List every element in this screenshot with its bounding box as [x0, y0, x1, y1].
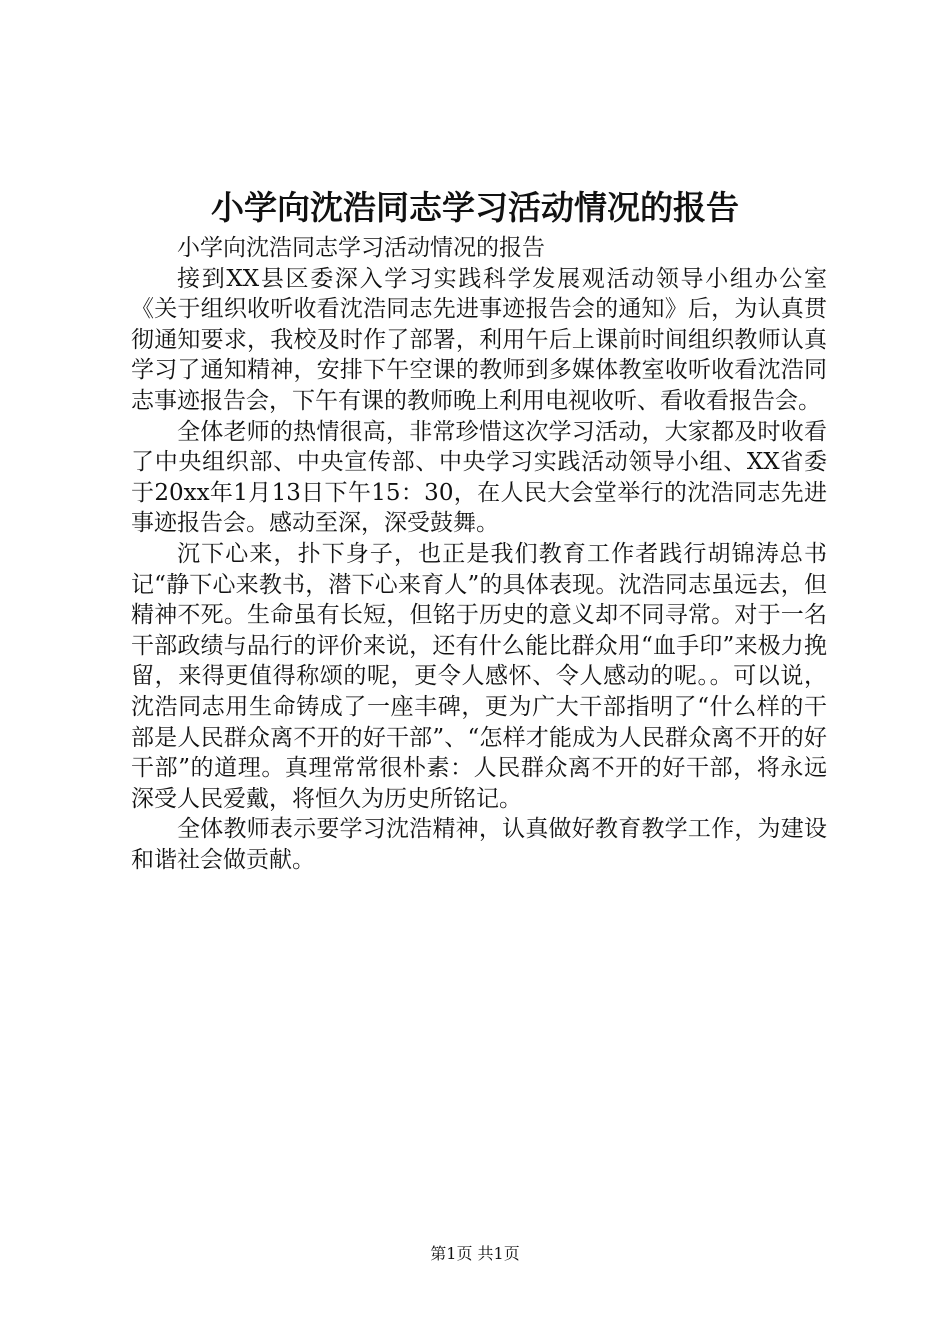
paragraph-subtitle: 小学向沈浩同志学习活动情况的报告	[177, 235, 545, 261]
document-title: 小学向沈浩同志学习活动情况的报告	[211, 188, 739, 227]
page-footer: 第1页 共1页	[430, 1244, 520, 1263]
document-body	[131, 233, 827, 875]
paragraph: 沉下心来，扑下身子，也正是我们教育工作者践行胡锦涛总书记“静下心来教书，潜下心来育人”的具体表现。沈浩同志虽远去，但精神不死。生命虽有长短，但铭于历史的意义却不同寻常。对于一名干部政绩与品行的评价来说，还有什么能比群众用“血手印”来极力挽留，来得更值得称颂的呢，更令人感怀、令人感动的呢。。可以说，沈浩同志用生命铸成了一座丰碑，更为广大干部指明了“什么样的干部是人民群众离不开的好干部”、“怎样才能成为人民群众离不开的好干部”的道理。真理常常很朴素：人民群众离不开的好干部，将永远深受人民爱戴，将恒久为历史所铭记。	[131, 540, 827, 812]
paragraph: 全体老师的热情很高，非常珍惜这次学习活动，大家都及时收看了中央组织部、中央宣传部、中央学习实践活动领导小组、XX省委于20xx年1月13日下午15：30，在人民大会堂举行的沈浩同志先进事迹报告会。感动至深，深受鼓舞。	[131, 418, 827, 537]
paragraph: 全体教师表示要学习沈浩精神，认真做好教育教学工作，为建设和谐社会做贡献。	[131, 816, 827, 873]
paragraph: 接到XX县区委深入学习实践科学发展观活动领导小组办公室《关于组织收听收看沈浩同志先进事迹报告会的通知》后，为认真贯彻通知要求，我校及时作了部署，利用午后上课前时间组织教师认真学习了通知精神，安排下午空课的教师到多媒体教室收听收看沈浩同志事迹报告会，下午有课的教师晚上利用电视收听、看收看报告会。	[131, 265, 827, 414]
